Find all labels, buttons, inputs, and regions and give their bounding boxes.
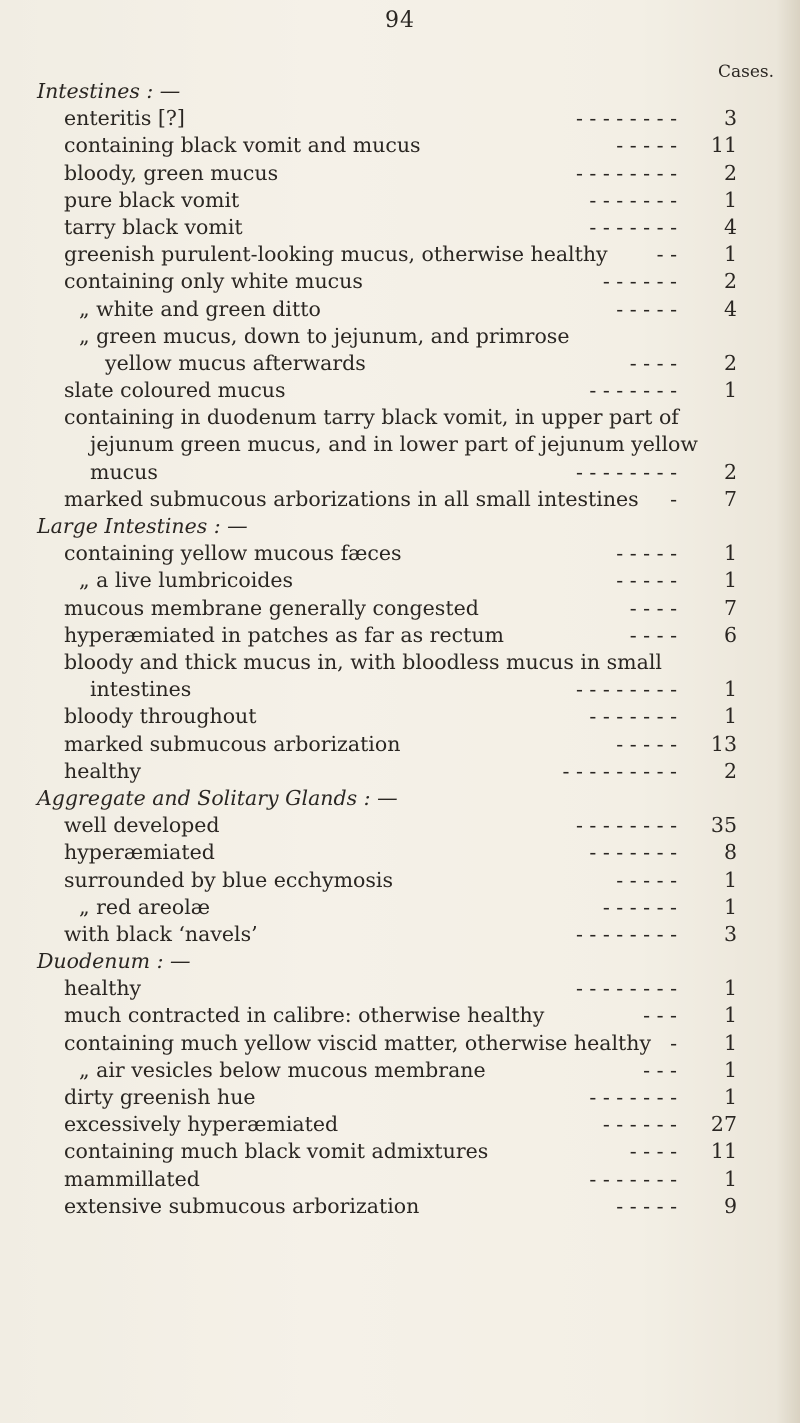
leader-dashes: - - - - xyxy=(629,595,677,620)
finding-label: „ green mucus, down to jejunum, and primrose xyxy=(79,323,570,348)
table-row xyxy=(37,323,757,377)
finding-label: surrounded by blue ecchymosis xyxy=(64,867,393,892)
leader-dashes: - - - - - - - - xyxy=(575,921,677,946)
finding-label: mucous membrane generally congested xyxy=(64,595,479,620)
finding-label: containing much yellow viscid matter, otherwise healthy xyxy=(64,1030,652,1055)
case-count: 7 xyxy=(723,486,737,511)
case-count: 1 xyxy=(723,187,737,212)
table-row xyxy=(37,567,757,594)
finding-label: much contracted in calibre: otherwise healthy xyxy=(64,1003,545,1028)
case-count: 2 xyxy=(723,459,737,484)
case-count: 3 xyxy=(723,921,737,946)
leader-dashes: - - xyxy=(656,242,677,267)
leader-dashes: - - - - - - xyxy=(602,894,677,919)
finding-label: dirty greenish hue xyxy=(64,1085,256,1110)
finding-label: containing yellow mucous fæces xyxy=(64,541,402,566)
case-count: 8 xyxy=(723,840,737,865)
leader-dashes: - - - - xyxy=(629,622,677,647)
findings-table xyxy=(37,78,757,1220)
section-heading: Large Intestines : — xyxy=(37,514,248,539)
case-count: 1 xyxy=(723,704,737,729)
finding-label: „ white and green ditto xyxy=(79,296,321,321)
section-heading: Aggregate and Solitary Glands : — xyxy=(37,785,398,810)
finding-label: bloody and thick mucus in, with bloodless mucus in small xyxy=(64,650,662,675)
table-row xyxy=(37,1193,757,1220)
leader-dashes: - - - - - - - - xyxy=(575,106,677,131)
case-count: 11 xyxy=(710,133,737,158)
finding-label-continuation: intestines xyxy=(90,677,192,702)
case-count: 1 xyxy=(723,867,737,892)
case-count: 2 xyxy=(723,758,737,783)
case-count: 2 xyxy=(723,160,737,185)
leader-dashes: - - - - - xyxy=(616,731,677,756)
table-row xyxy=(37,160,757,187)
table-row xyxy=(37,1030,757,1057)
table-row xyxy=(37,241,757,268)
table-row xyxy=(37,377,757,404)
finding-label-continuation: mucus xyxy=(90,459,158,484)
finding-label: bloody, green mucus xyxy=(64,160,279,185)
finding-label: pure black vomit xyxy=(64,187,240,212)
table-row xyxy=(37,975,757,1002)
finding-label: slate coloured mucus xyxy=(64,378,286,403)
case-count: 1 xyxy=(723,976,737,1001)
leader-dashes: - - - xyxy=(643,1057,677,1082)
finding-label: greenish purulent-looking mucus, otherwise healthy xyxy=(64,242,608,267)
table-row xyxy=(37,268,757,295)
case-count: 1 xyxy=(723,1057,737,1082)
case-count: 1 xyxy=(723,894,737,919)
case-count: 35 xyxy=(710,813,737,838)
leader-dashes: - - - - - - - - xyxy=(575,677,677,702)
finding-label: healthy xyxy=(64,758,142,783)
case-count: 1 xyxy=(723,1003,737,1028)
table-row xyxy=(37,214,757,241)
table-row xyxy=(37,622,757,649)
case-count: 1 xyxy=(723,378,737,403)
leader-dashes: - - - - - - - - xyxy=(575,813,677,838)
table-row xyxy=(37,812,757,839)
leader-dashes: - - - - - - - xyxy=(589,187,677,212)
case-count: 1 xyxy=(723,568,737,593)
case-count: 1 xyxy=(723,1030,737,1055)
finding-label: containing much black vomit admixtures xyxy=(64,1139,489,1164)
table-row xyxy=(37,1138,757,1165)
leader-dashes: - - - - - - - - xyxy=(575,459,677,484)
table-row xyxy=(37,296,757,323)
finding-label: „ air vesicles below mucous membrane xyxy=(79,1057,486,1082)
leader-dashes: - - - - - xyxy=(616,867,677,892)
case-count: 7 xyxy=(723,595,737,620)
section-heading: Duodenum : — xyxy=(37,949,191,974)
leader-dashes: - - - - xyxy=(629,1139,677,1164)
finding-label: excessively hyperæmiated xyxy=(64,1112,339,1137)
case-count: 4 xyxy=(723,214,737,239)
case-count: 6 xyxy=(723,622,737,647)
finding-label: tarry black vomit xyxy=(64,214,243,239)
table-row xyxy=(37,1002,757,1029)
table-row xyxy=(37,758,757,785)
table-row xyxy=(37,540,757,567)
case-count: 3 xyxy=(723,106,737,131)
finding-label: with black ‘navels’ xyxy=(64,921,258,946)
case-count: 2 xyxy=(723,269,737,294)
leader-dashes: - - - - - - xyxy=(602,269,677,294)
leader-dashes: - - - - - xyxy=(616,1193,677,1218)
finding-label: containing in duodenum tarry black vomit, in upper part of jejunum green mucus, and in lower part of jejunum yellow xyxy=(64,405,698,457)
finding-label: well developed xyxy=(64,813,220,838)
finding-label: marked submucous arborization xyxy=(64,731,401,756)
page-number: 94 xyxy=(385,8,415,33)
table-row xyxy=(37,132,757,159)
case-count: 1 xyxy=(723,1085,737,1110)
leader-dashes: - - - xyxy=(643,1003,677,1028)
leader-dashes: - - - - - - - - xyxy=(575,160,677,185)
table-row xyxy=(37,105,757,132)
table-row xyxy=(37,703,757,730)
leader-dashes: - - - - - - - xyxy=(589,378,677,403)
leader-dashes: - - - - - xyxy=(616,133,677,158)
case-count: 13 xyxy=(710,731,737,756)
case-count: 11 xyxy=(710,1139,737,1164)
leader-dashes: - - - - - - - xyxy=(589,840,677,865)
table-row xyxy=(37,839,757,866)
table-row xyxy=(37,731,757,758)
table-row xyxy=(37,187,757,214)
finding-label: healthy xyxy=(64,976,142,1001)
finding-label: hyperæmiated xyxy=(64,840,215,865)
table-row xyxy=(37,404,757,486)
table-row xyxy=(37,921,757,948)
table-row xyxy=(37,894,757,921)
finding-label: extensive submucous arborization xyxy=(64,1193,420,1218)
table-row xyxy=(37,595,757,622)
table-row xyxy=(37,486,757,513)
leader-dashes: - - - - - xyxy=(616,296,677,321)
finding-label: containing black vomit and mucus xyxy=(64,133,421,158)
finding-label: bloody throughout xyxy=(64,704,257,729)
finding-label: „ a live lumbricoides xyxy=(79,568,294,593)
case-count: 27 xyxy=(710,1112,737,1137)
table-row xyxy=(37,1166,757,1193)
cases-column-header: Cases. xyxy=(718,62,775,82)
case-count: 1 xyxy=(723,1166,737,1191)
case-count: 1 xyxy=(723,541,737,566)
table-row xyxy=(37,649,757,703)
finding-label: hyperæmiated in patches as far as rectum xyxy=(64,622,504,647)
leader-dashes: - - - - - xyxy=(616,568,677,593)
leader-dashes: - - - - - - - xyxy=(589,1166,677,1191)
section-heading: Intestines : — xyxy=(37,79,181,103)
case-count: 9 xyxy=(723,1193,737,1218)
leader-dashes: - xyxy=(670,486,677,511)
leader-dashes: - - - - - xyxy=(616,541,677,566)
finding-label: enteritis [?] xyxy=(64,106,185,131)
finding-label: „ red areolæ xyxy=(79,894,211,919)
leader-dashes: - - - - - - - - xyxy=(575,976,677,1001)
case-count: 1 xyxy=(723,242,737,267)
leader-dashes: - - - - - - - xyxy=(589,214,677,239)
case-count: 1 xyxy=(723,677,737,702)
leader-dashes: - - - - - - - xyxy=(589,1085,677,1110)
table-row xyxy=(37,1057,757,1084)
finding-label-continuation: yellow mucus afterwards xyxy=(105,350,366,375)
table-row xyxy=(37,1111,757,1138)
leader-dashes: - - - - - - xyxy=(602,1112,677,1137)
leader-dashes: - - - - xyxy=(629,350,677,375)
leader-dashes: - - - - - - - xyxy=(589,704,677,729)
table-row xyxy=(37,867,757,894)
finding-label: marked submucous arborizations in all small intestines xyxy=(64,486,639,511)
case-count: 2 xyxy=(723,350,737,375)
finding-label: containing only white mucus xyxy=(64,269,363,294)
leader-dashes: - - - - - - - - - xyxy=(562,758,677,783)
table-row xyxy=(37,1084,757,1111)
case-count: 4 xyxy=(723,296,737,321)
finding-label: mammillated xyxy=(64,1166,200,1191)
leader-dashes: - xyxy=(670,1030,677,1055)
